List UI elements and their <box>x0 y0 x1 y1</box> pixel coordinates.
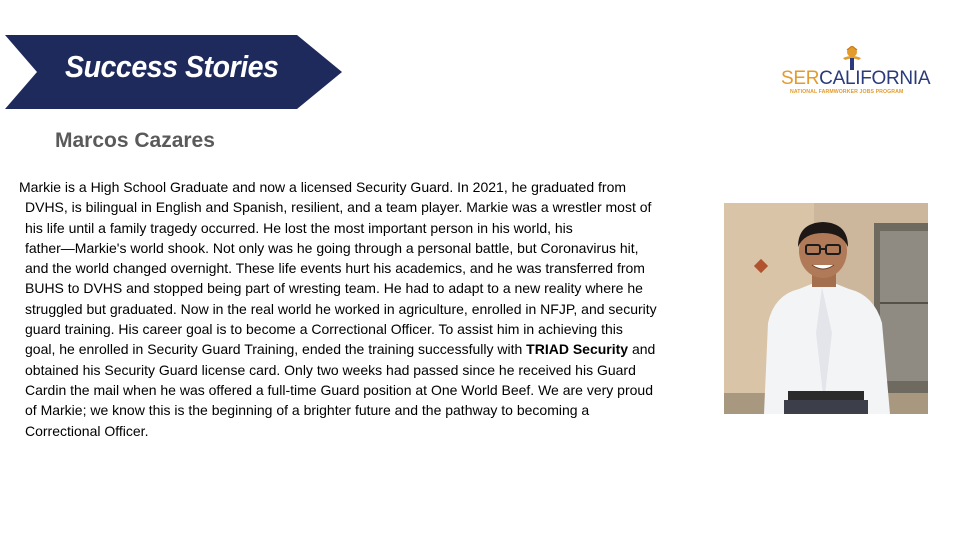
photo-illustration <box>724 203 928 414</box>
story-line-9-end: and <box>628 341 656 358</box>
banner-title: Success Stories <box>65 49 279 84</box>
story-line: obtained his Security Guard license card. Only two weeks had passed since he received his Guard <box>25 361 636 378</box>
story-line: BUHS to DVHS and stopped being part of wresting team. He had to adapt to a new reality where he <box>25 280 643 297</box>
story-line: DVHS, is bilingual in English and Spanish, resilient, and a team player. Markie was a wrestler most of <box>25 199 652 216</box>
story-line-with-bold <box>19 339 709 359</box>
story-line: Cardin the mail when he was offered a full-time Guard position at One World Beef. We are very proud <box>25 381 653 398</box>
person-photo <box>724 203 928 414</box>
story-line: his life until a family tragedy occurred. He lost the most important person in his world, his <box>25 219 573 236</box>
story-paragraph <box>19 177 709 441</box>
story-line: of Markie; we know this is the beginning of a brighter future and the pathway to becoming a <box>25 402 590 419</box>
story-line: father—Markie's world shook. Not only was he going through a personal battle, but Coronavirus hit, <box>25 239 639 256</box>
story-line: Markie is a High School Graduate and now a licensed Security Guard. In 2021, he graduated from <box>19 179 627 195</box>
ser-california-logo <box>781 46 931 98</box>
story-line-9-start: goal, he enrolled in Security Guard Training, ended the training successfully with <box>25 341 527 358</box>
logo-ser: SER <box>781 68 820 89</box>
story-line: and the world changed overnight. These life events hurt his academics, and he was transferred from <box>25 260 645 277</box>
profile-name: Marcos Cazares <box>55 129 215 152</box>
story-line: struggled but graduated. Now in the real world he worked in agriculture, enrolled in NFJP, and security <box>25 300 657 317</box>
logo-subtitle: NATIONAL FARMWORKER JOBS PROGRAM <box>790 89 904 95</box>
story-line: Correctional Officer. <box>25 422 149 439</box>
logo-wordmark <box>781 68 930 90</box>
triad-security-bold: TRIAD Security <box>526 341 629 358</box>
story-line: guard training. His career goal is to become a Correctional Officer. To assist him in achieving this <box>25 321 623 338</box>
logo-california: CALIFORNIA <box>819 68 931 89</box>
success-stories-banner <box>5 35 342 109</box>
